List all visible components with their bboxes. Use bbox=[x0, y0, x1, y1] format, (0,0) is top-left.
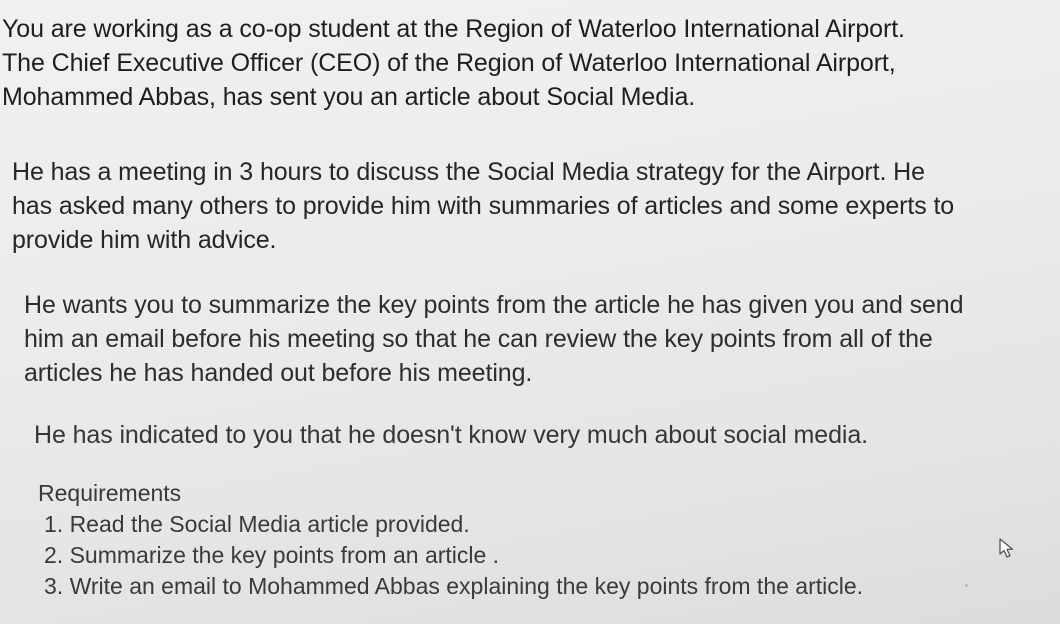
requirement-item: 3. Write an email to Mohammed Abbas explaining the key points from the article. bbox=[44, 573, 864, 599]
requirement-item: 2. Summarize the key points from an article . bbox=[44, 542, 500, 568]
request-paragraph: He wants you to summarize the key points from the article he has given you and send him an email before his meeting so that he can review the key points from all of the articles he has handed out before his meeting. bbox=[24, 291, 964, 387]
mouse-pointer-icon bbox=[996, 536, 1020, 560]
requirements-list bbox=[44, 509, 998, 602]
indicated-paragraph: He has indicated to you that he doesn't know very much about social media. bbox=[34, 421, 868, 449]
meeting-paragraph: He has a meeting in 3 hours to discuss the Social Media strategy for the Airport. He has asked many others to provide him with summaries of articles and some experts to provide him with advice. bbox=[12, 158, 955, 254]
requirements-heading: Requirements bbox=[38, 480, 182, 506]
intro-paragraph: You are working as a co-op student at the Region of Waterloo International Airport. The Chief Executive Officer (CEO) of the Region of Waterloo International Airport, Mohammed Abbas, has sent you an article about Social Media. bbox=[2, 15, 905, 111]
requirement-item: 1. Read the Social Media article provided. bbox=[44, 511, 470, 537]
screen-dot bbox=[965, 584, 968, 587]
requirements-section bbox=[38, 478, 998, 602]
